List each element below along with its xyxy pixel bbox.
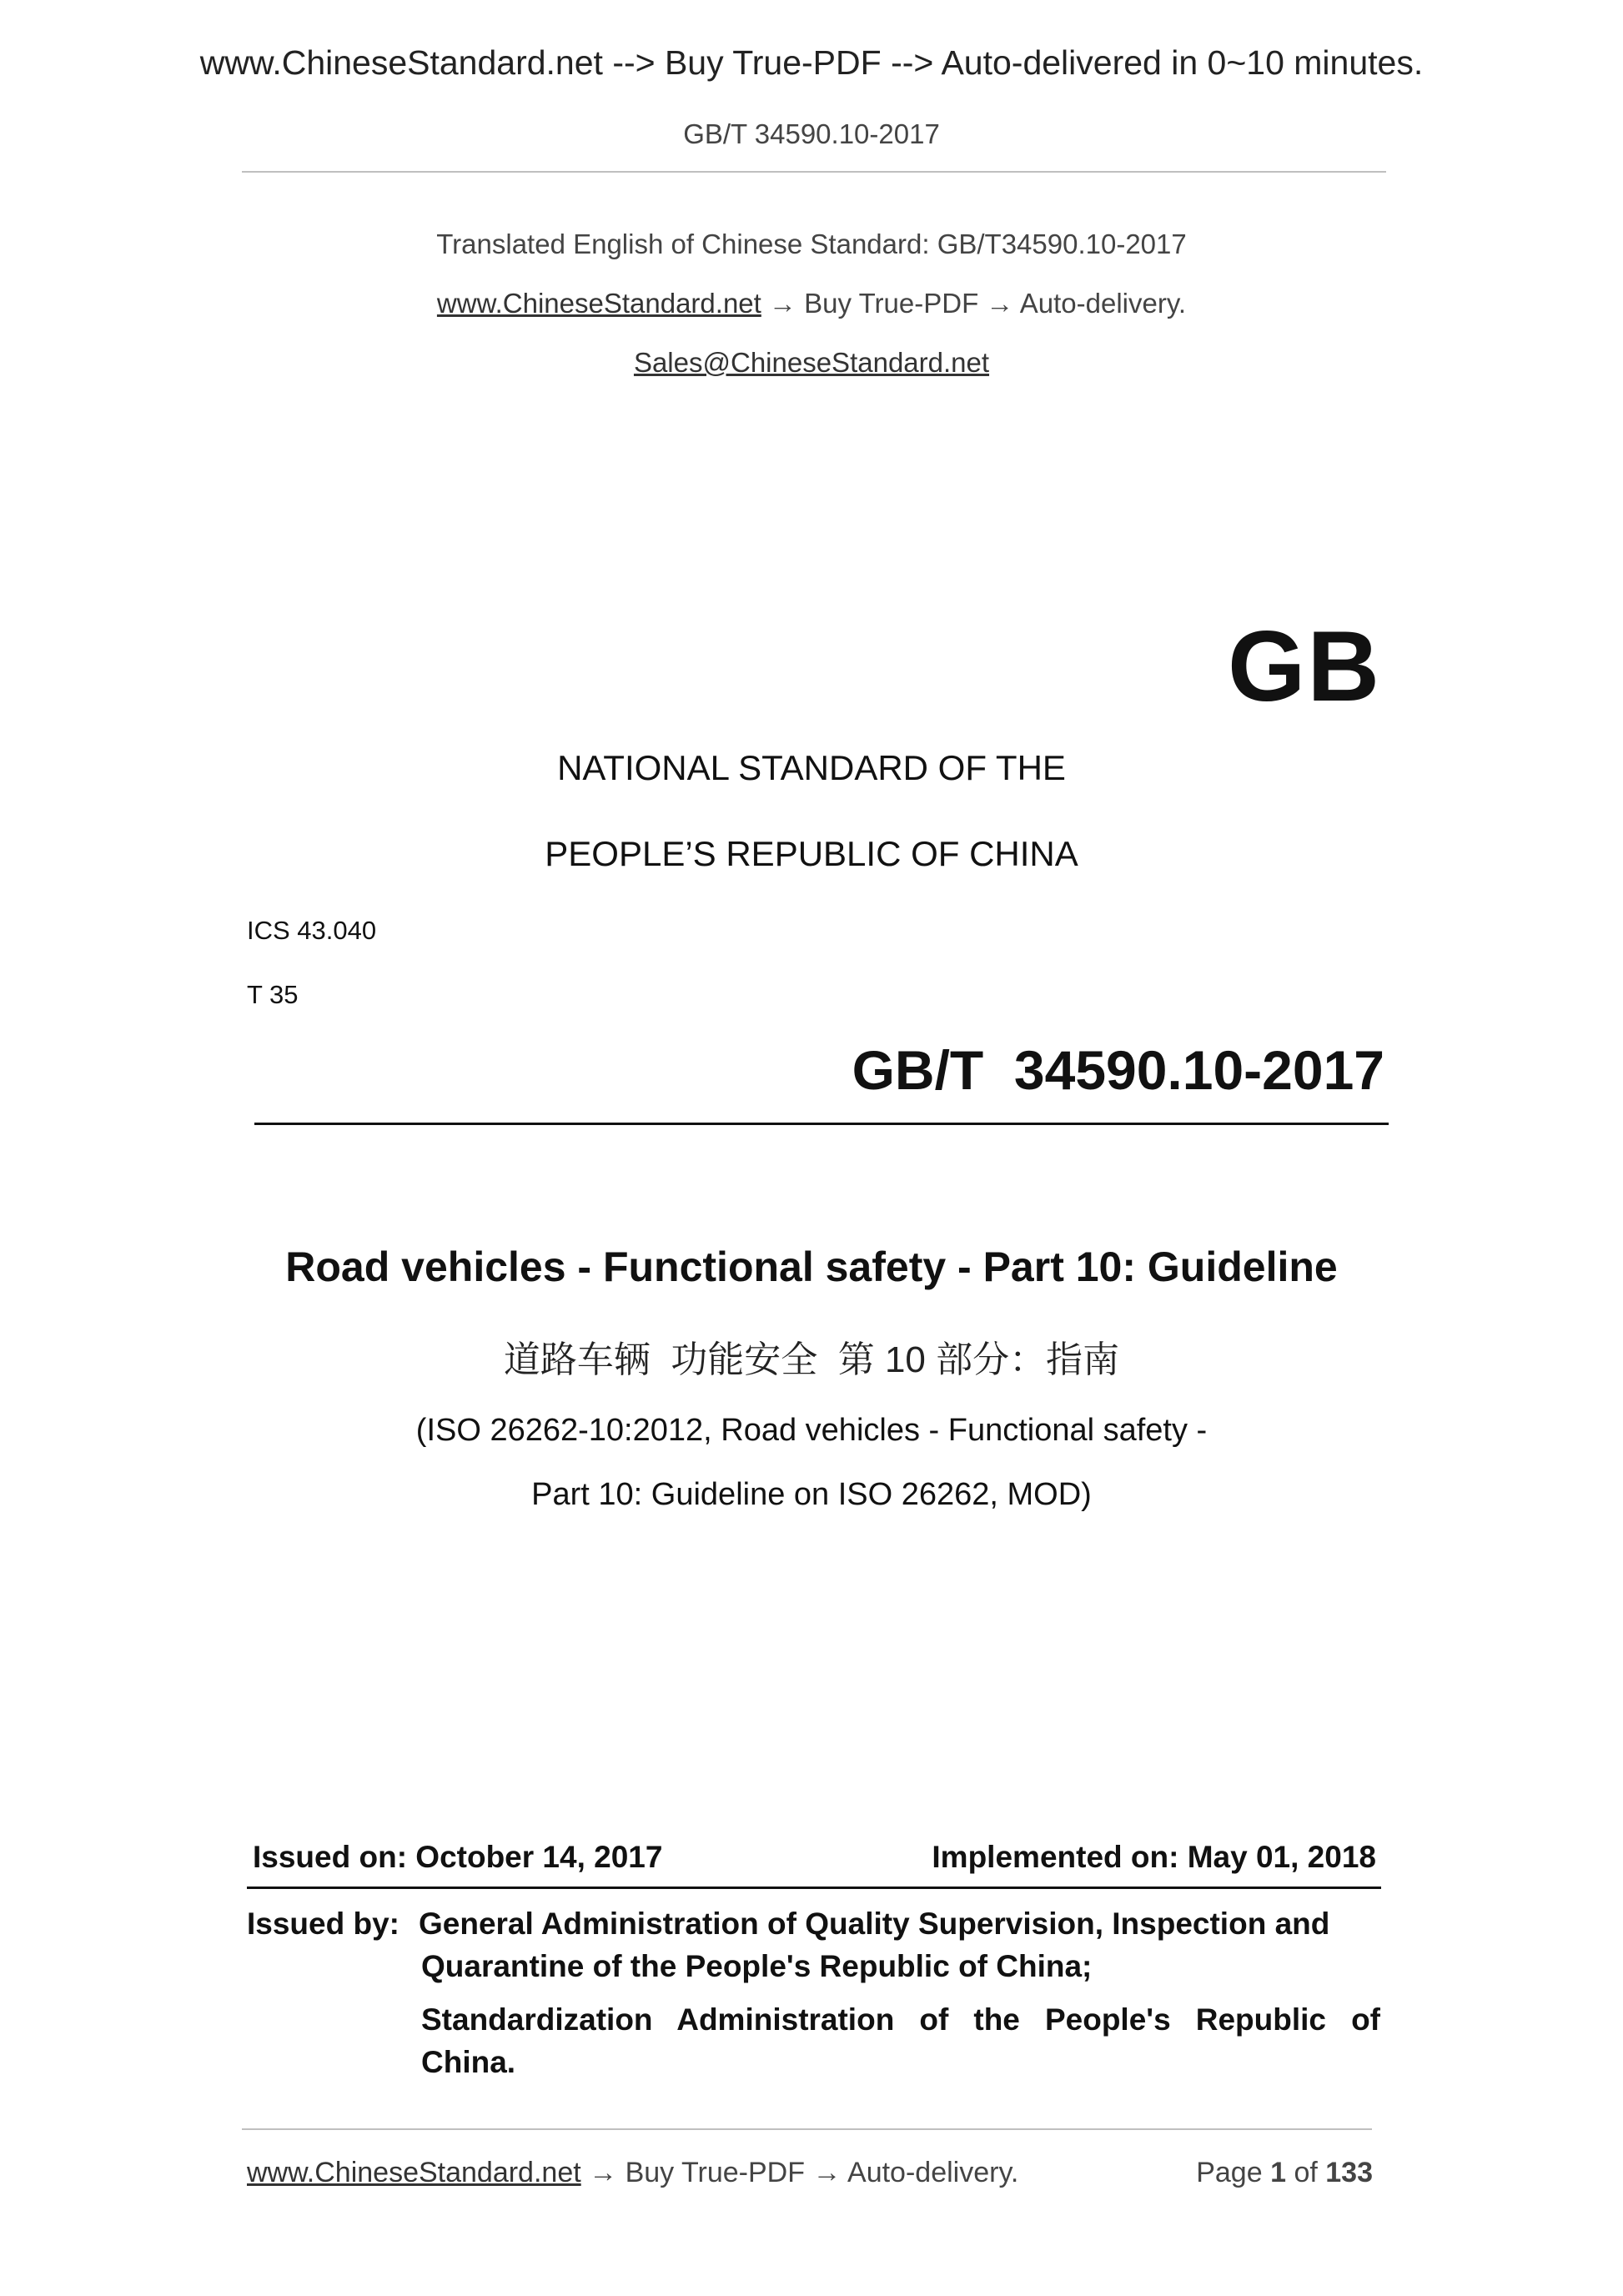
header-divider <box>242 171 1386 173</box>
email-line <box>0 347 1623 379</box>
footer-delivery-line <box>247 2157 1018 2189</box>
page-label: Page <box>1196 2157 1263 2188</box>
issued-by-org1-line2: Quarantine of the People's Republic of China; <box>421 1949 1093 1983</box>
arrow-right-icon: → <box>812 2157 842 2188</box>
delivery-line <box>0 288 1623 319</box>
issued-by-org2-line1: Standardization Administration of the People's Republic of <box>421 2002 1380 2037</box>
page-number: 1 <box>1270 2157 1286 2188</box>
issued-by-org1-line1: General Administration of Quality Supervision, Inspection and <box>419 1907 1330 1941</box>
arrow-right-icon: → <box>986 288 1014 319</box>
footer-auto-text: Auto-delivery. <box>847 2157 1019 2188</box>
issue-divider <box>247 1887 1381 1889</box>
translated-line: Translated English of Chinese Standard: GB/T34590.10-2017 <box>436 229 1187 259</box>
email-link[interactable]: Sales@ChineseStandard.net <box>633 347 990 378</box>
header-code: GB/T 34590.10-2017 <box>683 118 940 149</box>
arrow-right-icon: → <box>769 288 796 319</box>
issued-by-label: Issued by: <box>247 1907 399 1941</box>
title-chinese: 道路车辆 功能安全 第 10 部分：指南 <box>503 1339 1120 1380</box>
standard-number: GB/T 34590.10-2017 <box>852 1039 1384 1101</box>
footer-divider <box>242 2128 1372 2130</box>
iso-reference-line1: (ISO 26262-10:2012, Road vehicles - Functional safety - <box>415 1413 1208 1448</box>
national-standard-line1: NATIONAL STANDARD OF THE <box>557 748 1066 787</box>
issued-on: Issued on: October 14, 2017 <box>253 1840 663 1874</box>
total-pages: 133 <box>1325 2157 1373 2188</box>
buy-text: Buy True-PDF <box>804 288 979 319</box>
site-link[interactable]: www.ChineseStandard.net <box>436 288 761 319</box>
ics-code: ICS 43.040 <box>247 916 377 945</box>
issued-by-org2-line2: China. <box>421 2045 516 2079</box>
footer-buy-text: Buy True-PDF <box>625 2157 805 2188</box>
title-english: Road vehicles - Functional safety - Part 10: Guideline <box>285 1243 1338 1290</box>
of-label: of <box>1294 2157 1318 2188</box>
arrow-right-icon: → <box>589 2157 618 2188</box>
ccs-code: T 35 <box>247 980 299 1009</box>
national-standard-line2: PEOPLE’S REPUBLIC OF CHINA <box>545 834 1078 873</box>
gb-mark: GB <box>1228 610 1381 722</box>
standard-number-divider <box>254 1123 1389 1125</box>
footer-site-link[interactable]: www.ChineseStandard.net <box>247 2157 581 2188</box>
iso-reference-line2: Part 10: Guideline on ISO 26262, MOD) <box>531 1477 1092 1512</box>
page-indicator <box>1196 2157 1373 2189</box>
auto-text: Auto-delivery. <box>1019 288 1187 319</box>
implemented-on: Implemented on: May 01, 2018 <box>932 1840 1376 1874</box>
top-banner: www.ChineseStandard.net --> Buy True-PDF --> Auto-delivered in 0~10 minutes. <box>199 43 1424 82</box>
